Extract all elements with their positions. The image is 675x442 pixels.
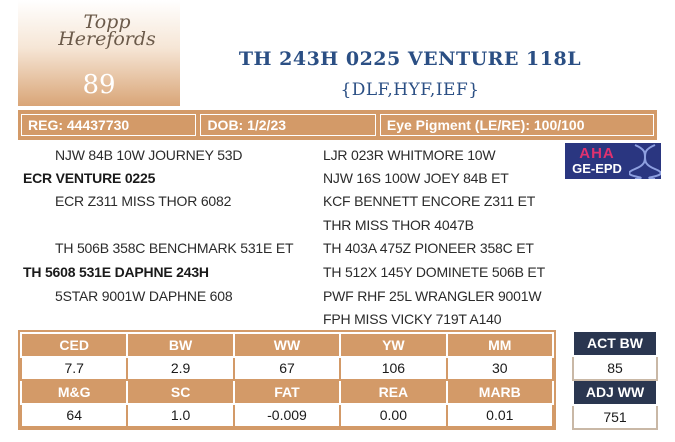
pedigree-ssd: NJW 16S 100W JOEY 84B ET (323, 170, 509, 186)
registration-number: REG: 44437730 (21, 114, 196, 136)
epd-value-yw: 106 (340, 357, 446, 381)
pedigree-dam-dam: 5STAR 9001W DAPHNE 608 (55, 288, 233, 304)
epd-header-yw: YW (340, 333, 446, 357)
pedigree-sire: ECR VENTURE 0225 (23, 170, 156, 186)
act-bw-label: ACT BW (573, 331, 657, 356)
logo-line-1: Topp (83, 11, 131, 33)
pedigree-sds: KCF BENNETT ENCORE Z311 ET (323, 193, 536, 209)
epd-value-rea: 0.00 (340, 404, 446, 428)
dna-icon (629, 143, 661, 179)
ge-epd-label: GE-EPD (572, 161, 622, 176)
epd-header-ww: WW (234, 333, 340, 357)
eye-pigment: Eye Pigment (LE/RE): 100/100 (380, 114, 654, 136)
lot-number: 89 (82, 70, 116, 100)
epd-value-mg: 64 (21, 404, 127, 428)
pedigree-sire-sire: NJW 84B 10W JOURNEY 53D (55, 147, 243, 163)
epd-header-sc: SC (127, 380, 233, 404)
epd-value-sc: 1.0 (127, 404, 233, 428)
epd-header-bw: BW (127, 333, 233, 357)
info-bar (18, 110, 657, 140)
epd-header-mg: M&G (21, 380, 127, 404)
epd-value-fat: -0.009 (234, 404, 340, 428)
pedigree-sire-dam: ECR Z311 MISS THOR 6082 (55, 193, 232, 209)
pedigree-ddd: FPH MISS VICKY 719T A140 (323, 311, 502, 327)
aha-badge-text (565, 143, 629, 179)
epd-value-bw: 2.9 (127, 357, 233, 381)
pedigree-dam-sire: TH 506B 358C BENCHMARK 531E ET (55, 240, 294, 256)
epd-value-mm: 30 (447, 357, 553, 381)
adj-ww-value: 751 (573, 405, 657, 430)
pedigree-sdd: THR MISS THOR 4047B (323, 217, 474, 233)
animal-name: TH 243H 0225 VENTURE 118L (238, 48, 582, 70)
epd-value-ced: 7.7 (21, 357, 127, 381)
aha-ge-epd-badge (565, 143, 661, 179)
date-of-birth: DOB: 1/2/23 (200, 114, 375, 136)
epd-value-ww: 67 (234, 357, 340, 381)
epd-header-fat: FAT (234, 380, 340, 404)
pedigree-dss: TH 403A 475Z PIONEER 358C ET (323, 240, 534, 256)
pedigree-dds: PWF RHF 25L WRANGLER 9001W (323, 288, 542, 304)
ranch-logo (42, 11, 172, 50)
epd-header-ced: CED (21, 333, 127, 357)
epd-header-rea: REA (340, 380, 446, 404)
act-bw-value: 85 (573, 356, 657, 381)
pedigree-dam: TH 5608 531E DAPHNE 243H (23, 264, 209, 280)
epd-header-mm: MM (447, 333, 553, 357)
epd-header-marb: MARB (447, 380, 553, 404)
adj-ww-label: ADJ WW (573, 380, 657, 405)
aha-label: AHA (579, 145, 615, 162)
epd-value-marb: 0.01 (447, 404, 553, 428)
actual-weights-table (572, 330, 658, 430)
epd-table (18, 330, 556, 430)
pedigree-sss: LJR 023R WHITMORE 10W (323, 147, 496, 163)
logo-line-2: Herefords (58, 28, 156, 50)
pedigree-dsd: TH 512X 145Y DOMINETE 506B ET (323, 264, 545, 280)
genetic-status: {DLF,HYF,IEF} (340, 80, 480, 100)
ranch-logo-panel (18, 0, 180, 106)
